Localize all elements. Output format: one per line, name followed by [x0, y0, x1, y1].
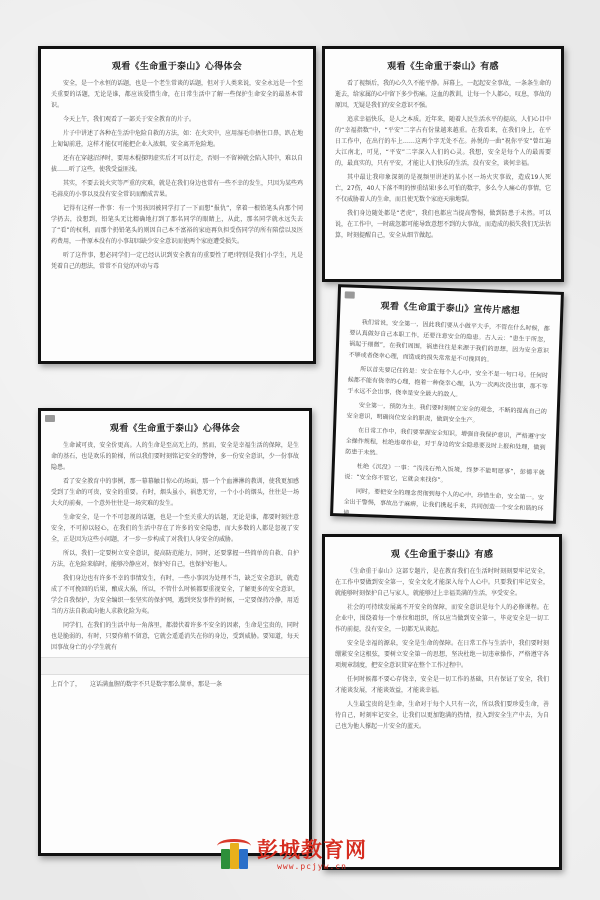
essay-paragraph: 人生最宝贵的是生命，生命对于每个人只有一次，所以我们要珍爱生命，善待自己，时刻牢记安全，让我们以更加饱满的热情，投入到安全生产中去，为自己也为他人撑起一片安全的蓝天。 [335, 701, 549, 730]
essay-paragraph: 所以首先要记住的是：安全在每个人心中，安全不是一句口号。任何时候都不能有侥幸的心理，抱着一种侥幸心理，认为一次两次没出事，那不等于永远不会出事，侥幸是安全最大的敌人。 [347, 365, 549, 399]
essay-paragraph: 看了安全教育中的事例，那一幕幕触目惊心的场面，那一个个血淋淋的教训，使我更加感受到了生命的可贵，安全的重要。有时，烟头虽小，祸患无穷，一个小小的烟头，往往是一场大火的前奏，一个意外往往是一场灾难的发生。 [51, 478, 299, 507]
essay-paragraph: 我们身边也有许多不幸的事情发生，有时，一些小事因为处理不当，缺乏安全意识，就造成了不可挽回的后果，酿成大祸，所以，不管什么时候都要重视安全，了解更多的安全意识，学会自我保护，为安全编织一张坚实的保护网，遇到突发事件的时候，一定要保持冷静，用适当的方法自救或向他人求救化险为夷。 [51, 575, 299, 615]
essay-paragraph: 同时，要把安全的理念贯彻到每个人的心中，珍惜生命，安全第一。安全出于警惕，事故出于麻痹，让我们携起手来，共同创造一个安全和谐的环境。 [343, 487, 544, 517]
essay-paragraph: 我们身边随处都是“老虎”，我们也都应当提高警惕，做到防患于未然。可以说，在工作中，一时疏忽都可能导致意想不到的大事故，而造成的损失我们无法估算，时刻提醒自己，安全从细节做起。 [335, 210, 552, 239]
essay-page-2 [322, 46, 564, 282]
essay-paragraph: 看了视频后，我的心久久不能平静。屏幕上，一起起安全事故，一条条生命的逝去，给家属的心中留下多少伤痛。这血的教训，让每一个人都心，叹息，事故的原因，无疑是我们的安全意识不强。 [335, 80, 552, 109]
essay-paragraph: 安全第一，预防为主。我们要时刻树立安全的观念，不断的提高自己的安全意识，明确岗位安全的职责，做到安全生产。 [346, 401, 547, 425]
essay-paragraph: 在日常工作中，我们要掌握安全知识，增强自我保护意识，严格遵守安全操作规程，杜绝违章作业，对于身边的安全隐患要及时上报和处理，做到防患于未然。 [345, 426, 547, 457]
site-watermark [215, 834, 385, 874]
essay-page-3 [330, 284, 564, 524]
essay-paragraph: 还有在穿越沼泽时，要用木棍探明虚实后才可以行走，否则一不留神就会陷入其中，难以自拔……听了这些，使我受益匪浅。 [51, 155, 304, 173]
essay-paragraph: 所以，我们一定要树立安全意识，提高防范能力，同时，还要掌握一些简单的自救、自护方法，在危险来临时，能够冷静应对，保护好自己，也保护好他人。 [51, 550, 299, 568]
essay-paragraph: 杜绝《沉没》一事：“浅浅石殆入饭境，终梦不能明愿事”，彭德平就说：“安全你不管它，它就会来找你”。 [344, 462, 545, 485]
book-logo-icon [215, 837, 253, 871]
essay-title: 观《生命重于泰山》有感 [390, 550, 494, 560]
essay-page-1 [38, 46, 316, 364]
page-tab-marker [345, 291, 355, 298]
essay-title: 观看《生命重于泰山》心得体会 [111, 62, 243, 72]
page-break-band [41, 657, 309, 675]
essay-title: 观看《生命重于泰山》心得体会 [109, 424, 241, 434]
essay-paragraph: 任何时候都不要心存侥幸，安全是一切工作的基础，只有保证了安全，我们才能谈发展，才能谈效益，才能谈幸福。 [335, 676, 549, 694]
essay-page-5 [322, 534, 562, 870]
essay-paragraph: 其中最让我印象深刻的是视频里讲述的某小区一场火灾事故，造成19人死亡，27伤，40人下落不明的惨重结果!多么可怕的数字，多么令人痛心的事情，它不仅威胁着人的生命，而且使无数个家庭天崩地裂。 [335, 174, 551, 203]
essay-page-4 [38, 408, 312, 856]
essay-continuation: 上百个了， 这话满血腥的数字不只是数字那么简单，那是一条 [51, 681, 223, 688]
essay-paragraph: 其实，不要去说火灾等严重的灾难，就是在我们身边也常有一些不幸的发生，只因为某些鸡毛蒜皮的小事以及没有安全常识而酿成苦果。 [51, 180, 304, 198]
essay-title: 观看《生命重于泰山》有感 [387, 62, 499, 72]
essay-paragraph: 片子中讲述了各种在生活中危险自救的方法，如：在火灾中，应用湿毛巾捂住口鼻，趴在地上匍匐前进，这样才能仅可能把企业入浓烟，安全离开危险地。 [51, 130, 304, 148]
essay-paragraph: 生命诚可贵，安全价更高。人的生命是至高无上的，然而，安全是幸福生活的保障，是生命的基石，也是欢乐的阶梯，所以我们要时刻铭记安全的警钟，多一份安全意识，少一份事故隐患。 [51, 442, 299, 471]
watermark-url: www.pcjyw.cn [277, 861, 347, 871]
essay-paragraph: 记得有这样一件事：有一个男孩因被同学打了一下而想“报仇”，拿着一根铅笔头向那个同学扔去，没想到，铅笔头无比精确地打到了那名同学的眼睛上，从此，那名同学就永远失去了“看”的权利，而那个扔铅笔头的则因自己本不富裕的家庭再负担受伤同学的所有陪偿以及医药费用，一件原本没有的小事却因缺少安全意识而使两个家庭遭受损失。 [51, 205, 303, 245]
essay-paragraph: 社会的可持续发展离不开安全的保障，而安全意识是每个人的必修课程。在企业中，围绕着每一个单位和组织，所以应当做到安全第一，毕竟安全是一切工作的前提，没有安全，一切都无从谈起。 [335, 604, 549, 633]
essay-paragraph: 同学们，在我们的生活中每一角落里，都潜伏着许多不安全的因素，生命是宝贵的，同时也是脆弱的，有时，只要你稍不留意，它就会遥遥消失在你的身边，受到威胁。要知道，每天因事故身亡的小学生就有 [51, 622, 299, 651]
essay-paragraph: 我们常说，安全第一，因此我们要从小做平大手，不管在什么时候，都要认真做好自己本职工作，还要注意安全的隐患。古人云：“患生于所忽，祸起于细微”，在我们周围，祸患往往是来源于我们的思想，因为安全意识不够或者侥幸心理，而造成的损失常常是不可挽回的。 [348, 318, 550, 364]
essay-title: 观看《生命重于泰山》宣传片感想 [380, 301, 521, 317]
essay-paragraph: 安全是幸福的源泉，安全是生命的保障。在日常工作与生活中，我们要时刻绷紧安全这根弦，要树立安全第一的思想，坚决杜绝一切违章操作，严格遵守各项规章制度，把安全意识贯穿在整个工作过程中。 [335, 640, 549, 669]
page-tab-marker [45, 415, 55, 422]
essay-paragraph: 今天上午，我们观看了一部关于安全教育的片子。 [63, 116, 196, 123]
essay-paragraph: 生命安全，是一个不可忽视的话题，也是一个至关重大的话题，无论是谁，都要时刻注意安全，不可掉以轻心，在我们的生活中存在了许多的安全隐患，而大多数的人都是忽视了安全，正是因为这些小问题，才一步一步构成了对我们人身安全的威胁。 [51, 514, 299, 543]
essay-paragraph: 听了这件事，想必同学们一定已经认识到安全教育的重要性了吧!特别是我们小学生，凡是凭着自己的想法，常常不自觉的冲动与毒 [51, 252, 303, 270]
essay-paragraph: 安全，是一个永恒的话题，也是一个老生常谈的话题，但对于人类来说，安全永远是一个至关重要的话题，无论是谁，都应该爱惜生命，在日常生活中了解一些保护生命安全的最基本常识。 [51, 80, 304, 109]
essay-paragraph: 《生命重于泰山》这部专题片，是在教育我们在生活时时刻刻要牢记安全，在工作中要做到安全第一，安全文化才能深入每个人心中。只要我们牢记安全，就能够时刻保护自己与家人，就能够过上幸福美满的生活，享受安全。 [335, 568, 549, 597]
essay-paragraph: 追求幸福快乐，是人之本质。近年来，随着人民生活水平的提高，人们心目中的“幸福指数”中，“平安”二字占有份量越来越重。在我看来，在我们身上，在平日工作中，在出行的车上……这两个字无处不在。孙悦的一曲“祝你平安”曾红遍大江南北，可见，“平安”二字深入人们的心灵。我想，安全是每个人的最需要的，最真实的，只有平安，才能让人们快乐的生活，没有安全，谈何幸福。 [335, 116, 552, 167]
watermark-name: 彭城教育网 [257, 837, 367, 862]
